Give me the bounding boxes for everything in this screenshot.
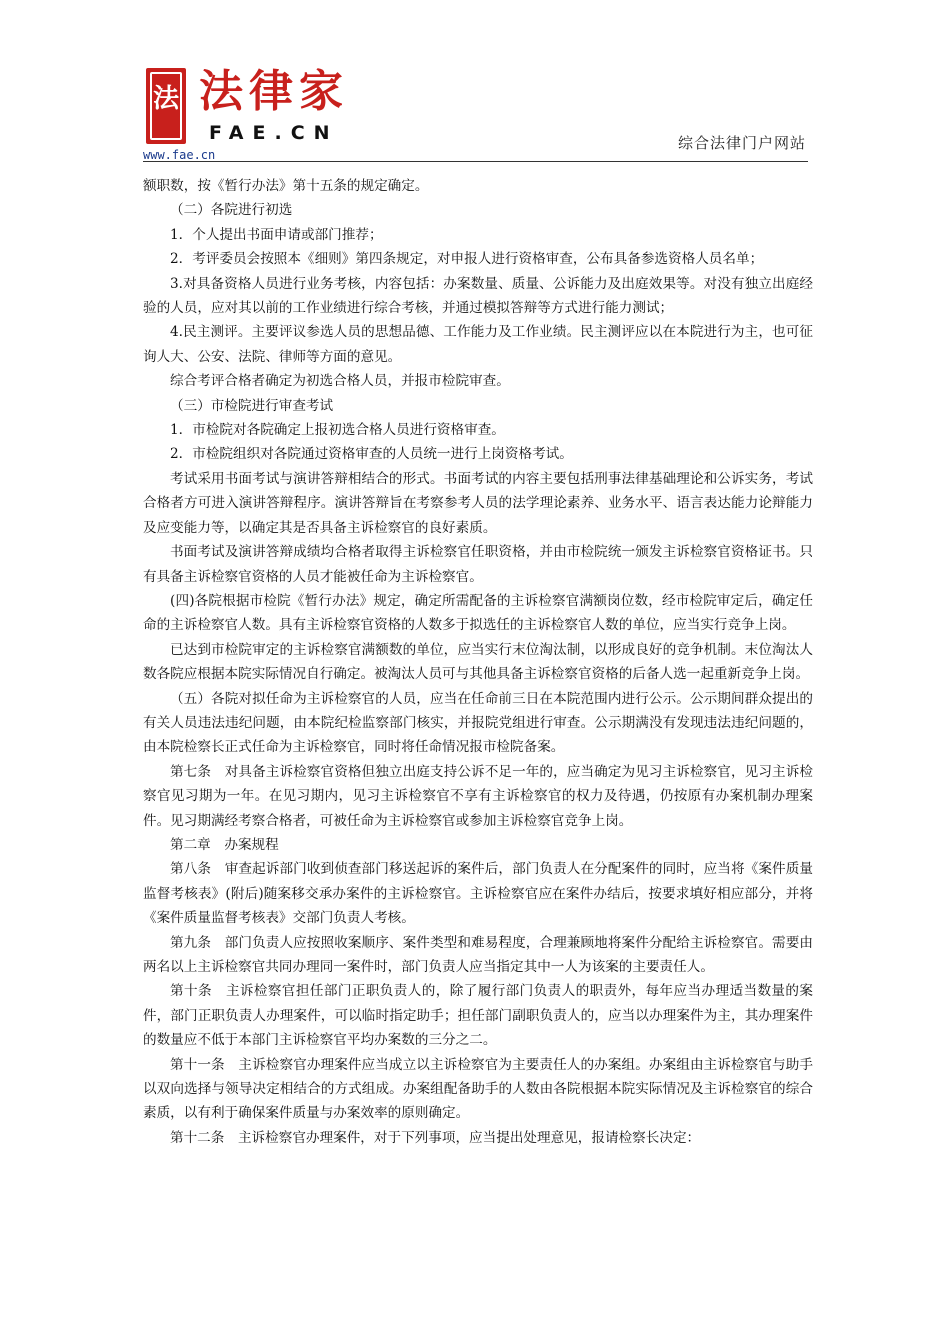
page-header [143,62,808,162]
paragraph: 考试采用书面考试与演讲答辩相结合的形式。书面考试的内容主要包括刑事法律基础理论和公诉实务，考试合格者方可进入演讲答辩程序。演讲答辩旨在考察参考人员的法学理论素养、业务水平、语言表达能力论辩能力及应变能力等，以确定其是否具备主诉检察官的良好素质。 [143,470,813,536]
paragraph: 书面考试及演讲答辩成绩均合格者取得主诉检察官任职资格，并由市检院统一颁发主诉检察官资格证书。只有具备主诉检察官资格的人员才能被任命为主诉检察官。 [143,544,813,585]
logo-seal-icon [146,68,186,144]
paragraph: 4.民主测评。主要评议参选人员的思想品德、工作能力及工作业绩。民主测评应以在本院进行为主，也可征询人大、公安、法院、律师等方面的意见。 [143,324,813,365]
logo-seal-char: 法 [152,84,179,114]
paragraph: 2．考评委员会按照本《细则》第四条规定，对申报人进行资格审查，公布具备参选资格人员名单； [170,251,764,268]
paragraph: 第十一条 主诉检察官办理案件应当成立以主诉检察官为主要责任人的办案组。办案组由主诉检察官与助手以双向选择与领导决定相结合的方式组成。办案组配备助手的人数由各院根据本院实际情况及主诉检察官的综合素质，以有利于确保案件质量与办案效率的原则确定。 [143,1056,813,1122]
paragraph: 已达到市检院审定的主诉检察官满额数的单位，应当实行末位淘汰制，以形成良好的竞争机制。末位淘汰人数各院应根据本院实际情况自行确定。被淘汰人员可与其他具备主诉检察官资格的后备人选一起重新竞争上岗。 [143,641,813,683]
paragraph: 额职数，按《暂行办法》第十五条的规定确定。 [143,178,429,194]
logo-name: 法律家 [199,66,349,117]
paragraph: 2．市检院组织对各院通过资格审查的人员统一进行上岗资格考试。 [170,446,573,463]
paragraph: 1．个人提出书面申请或部门推荐； [170,226,383,243]
paragraph: (四)各院根据市检院《暂行办法》规定，确定所需配备的主诉检察官满额岗位数，经市检院审定后，确定任命的主诉检察官人数。具有主诉检察官资格的人数多于拟选任的主诉检察官人数的单位，应当实行竞争上岗。 [143,592,813,634]
site-url-link[interactable]: www.fae.cn [143,148,216,162]
paragraph: （五）各院对拟任命为主诉检察官的人员，应当在任命前三日在本院范围内进行公示。公示期间群众提出的有关人员违法违纪问题，由本院纪检监察部门核实，并报院党组进行审查。公示期满没有发现违法违纪问题的，由本院检察长正式任命为主诉检察官，同时将任命情况报市检院备案。 [143,690,813,756]
logo-subtitle: FAE.CN [209,122,339,144]
paragraph: （二）各院进行初选 [170,202,293,219]
paragraph: 1．市检院对各院确定上报初选合格人员进行资格审查。 [170,422,505,439]
paragraph: 第十条 主诉检察官担任部门正职负责人的，除了履行部门负责人的职责外，每年应当办理适当数量的案件，部门正职负责人办理案件，可以临时指定助手；担任部门副职负责人的，应当以办理案件为主，其办理案件的数量应不低于本部门主诉检察官平均办案数的三分之二。 [143,983,813,1049]
paragraph: 第七条 对具备主诉检察官资格但独立出庭支持公诉不足一年的，应当确定为见习主诉检察官，见习主诉检察官见习期为一年。在见习期内，见习主诉检察官不享有主诉检察官的权力及待遇，仍按原有办案机制办理案件。见习期满经考察合格者，可被任命为主诉检察官或参加主诉检察官竞争上岗。 [143,763,813,829]
paragraph: 第九条 部门负责人应按照收案顺序、案件类型和难易程度，合理兼顾地将案件分配给主诉检察官。需要由两名以上主诉检察官共同办理同一案件时，部门负责人应当指定其中一人为该案的主要责任人。 [143,934,813,975]
paragraph: 第八条 审查起诉部门收到侦查部门移送起诉的案件后，部门负责人在分配案件的同时，应当将《案件质量监督考核表》(附后)随案移交承办案件的主诉检察官。主诉检察官应在案件办结后，按要求填好相应部分，并将《案件质量监督考核表》交部门负责人考核。 [143,861,813,927]
site-slogan: 综合法律门户网站 [677,134,806,152]
paragraph: 第十二条 主诉检察官办理案件，对于下列事项，应当提出处理意见，报请检察长决定： [170,1129,701,1146]
paragraph: 第二章 办案规程 [170,836,279,853]
paragraph: 综合考评合格者确定为初选合格人员，并报市检院审查。 [170,373,510,390]
paragraph: 3.对具备资格人员进行业务考核，内容包括：办案数量、质量、公诉能力及出庭效果等。对没有独立出庭经验的人员，应对其以前的工作业绩进行综合考核，并通过模拟答辩等方式进行能力测试； [143,275,813,317]
header-divider [143,161,808,162]
paragraph: （三）市检院进行审查考试 [170,397,334,414]
document-body [143,174,813,1150]
